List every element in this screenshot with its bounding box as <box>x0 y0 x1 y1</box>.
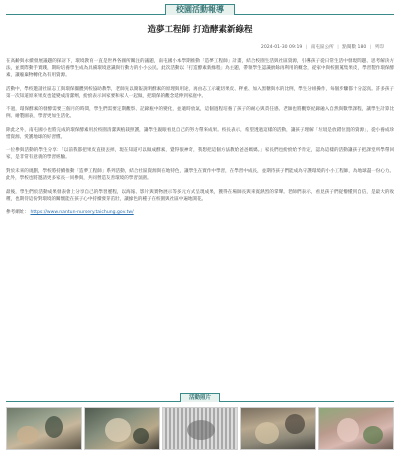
photo-gallery <box>6 407 394 450</box>
section-title: 校園活動報導 <box>165 4 235 15</box>
activity-photo[interactable] <box>84 407 160 450</box>
paragraph: 活動中，學校邀請社區志工與環保團體到校協助教學，老師先以簡報說明酵素的原理與用途，再由志工示範切果皮、秤重、加入黑糖與水的比例，學生分組操作，每個步驟都十分認真。許多孩子第一次知道原來果皮也能變成清潔劑，紛紛表示回家要和家人一起做，把環保的觀念延伸到家庭中。 <box>6 86 394 99</box>
meta-separator: | <box>305 45 308 50</box>
article-meta <box>259 44 384 50</box>
view-count: 點閱數 180 <box>342 45 367 50</box>
meta-separator: | <box>369 45 372 50</box>
activity-photo[interactable] <box>162 407 238 450</box>
print-link[interactable]: 列印 <box>374 45 384 50</box>
publish-date: 2024-01-30 09:19 <box>260 45 303 50</box>
gallery-title: 活動照片 <box>180 393 220 402</box>
article-title: 造夢工程師 打造酵素新綠程 <box>147 25 253 35</box>
source-link[interactable]: https://www.nantun-nursery.taichung.gov.tw/ <box>30 210 134 216</box>
gallery-header <box>6 393 394 402</box>
section-banner <box>0 3 400 15</box>
paragraph: 不過，環保酵素的發酵需要三個月的時間，學生們需要定期觀察、記錄瓶中的變化，並適時放氣，這個過程培養了孩子的耐心與責任感。老師也將觀察紀錄融入自然與數學課程，讓學生計算比例、繪製圖表，學習更加生活化。 <box>6 107 394 120</box>
paragraph: 除此之外，南屯國小也將完成的環保酵素用於校園清潔與植栽照護，讓學生親眼看見自己的努力帶來成果。校長表示，希望透過這樣的活動，讓孩子理解「垃圾是放錯位置的資源」，從小養成珍惜資源、愛護地球的好習慣。 <box>6 127 394 140</box>
category-label: 南屯區公所 <box>310 45 334 50</box>
meta-separator: | <box>337 45 339 50</box>
paragraph: 一位參與活動的學生分享：「以前我都把果皮直接丟掉，現在知道可以做成酵素，覺得很神奇，我想把這個方法教給爸爸媽媽。」家長們也紛紛給予肯定，認為這樣的活動讓孩子把課堂所學帶回家，是非常有意義的學習經驗。 <box>6 148 394 161</box>
paragraph: 在高齡與永續發展議題的探討下，環境教育一直是世界各國所關注的議題，南屯國小本學期推動「造夢工程師」計畫，結合校園生活與社區資源，引導孩子從日常生活中發現問題、思考解決方法，並實際動手實踐，期盼培養學生成為具備環境意識與行動力的小小公民。此次活動以「打造酵素新綠程」為主題，帶領學生認識廚餘再利用的概念，從家中與校園蒐集果皮，學習製作環保酵素，讓廢棄物轉化為有用資源。 <box>6 59 394 79</box>
paragraph: 最後，學生們於活動成果發表會上分享自己的學習歷程，以海報、影片與實物展示等多元方式呈現成果，獲得在場師長與來賓熱烈的掌聲。老師們表示，看見孩子們從懵懂到自信，是最大的收穫，也期待這份對環境的關懷能在孩子心中持續發芽茁壯，讓綠色的種子在校園與社區中遍地開花。 <box>6 189 394 202</box>
source-label: 參考網址： <box>6 210 29 216</box>
activity-photo[interactable] <box>6 407 82 450</box>
source-row <box>6 209 394 216</box>
paragraph: 對於未來的規劃，學校將持續推動「造夢工程師」系列活動，結合社區資源與在地特色，讓學生在實作中學習，在學習中成長，並期待孩子們能成為守護環境的小小工程師，為地球盡一份心力。此外，學校也將邀請更多家長一同參與，共同營造友善環境的學習氛圍。 <box>6 169 394 182</box>
article-body <box>6 58 394 216</box>
activity-photo[interactable] <box>318 407 394 450</box>
activity-photo[interactable] <box>240 407 316 450</box>
